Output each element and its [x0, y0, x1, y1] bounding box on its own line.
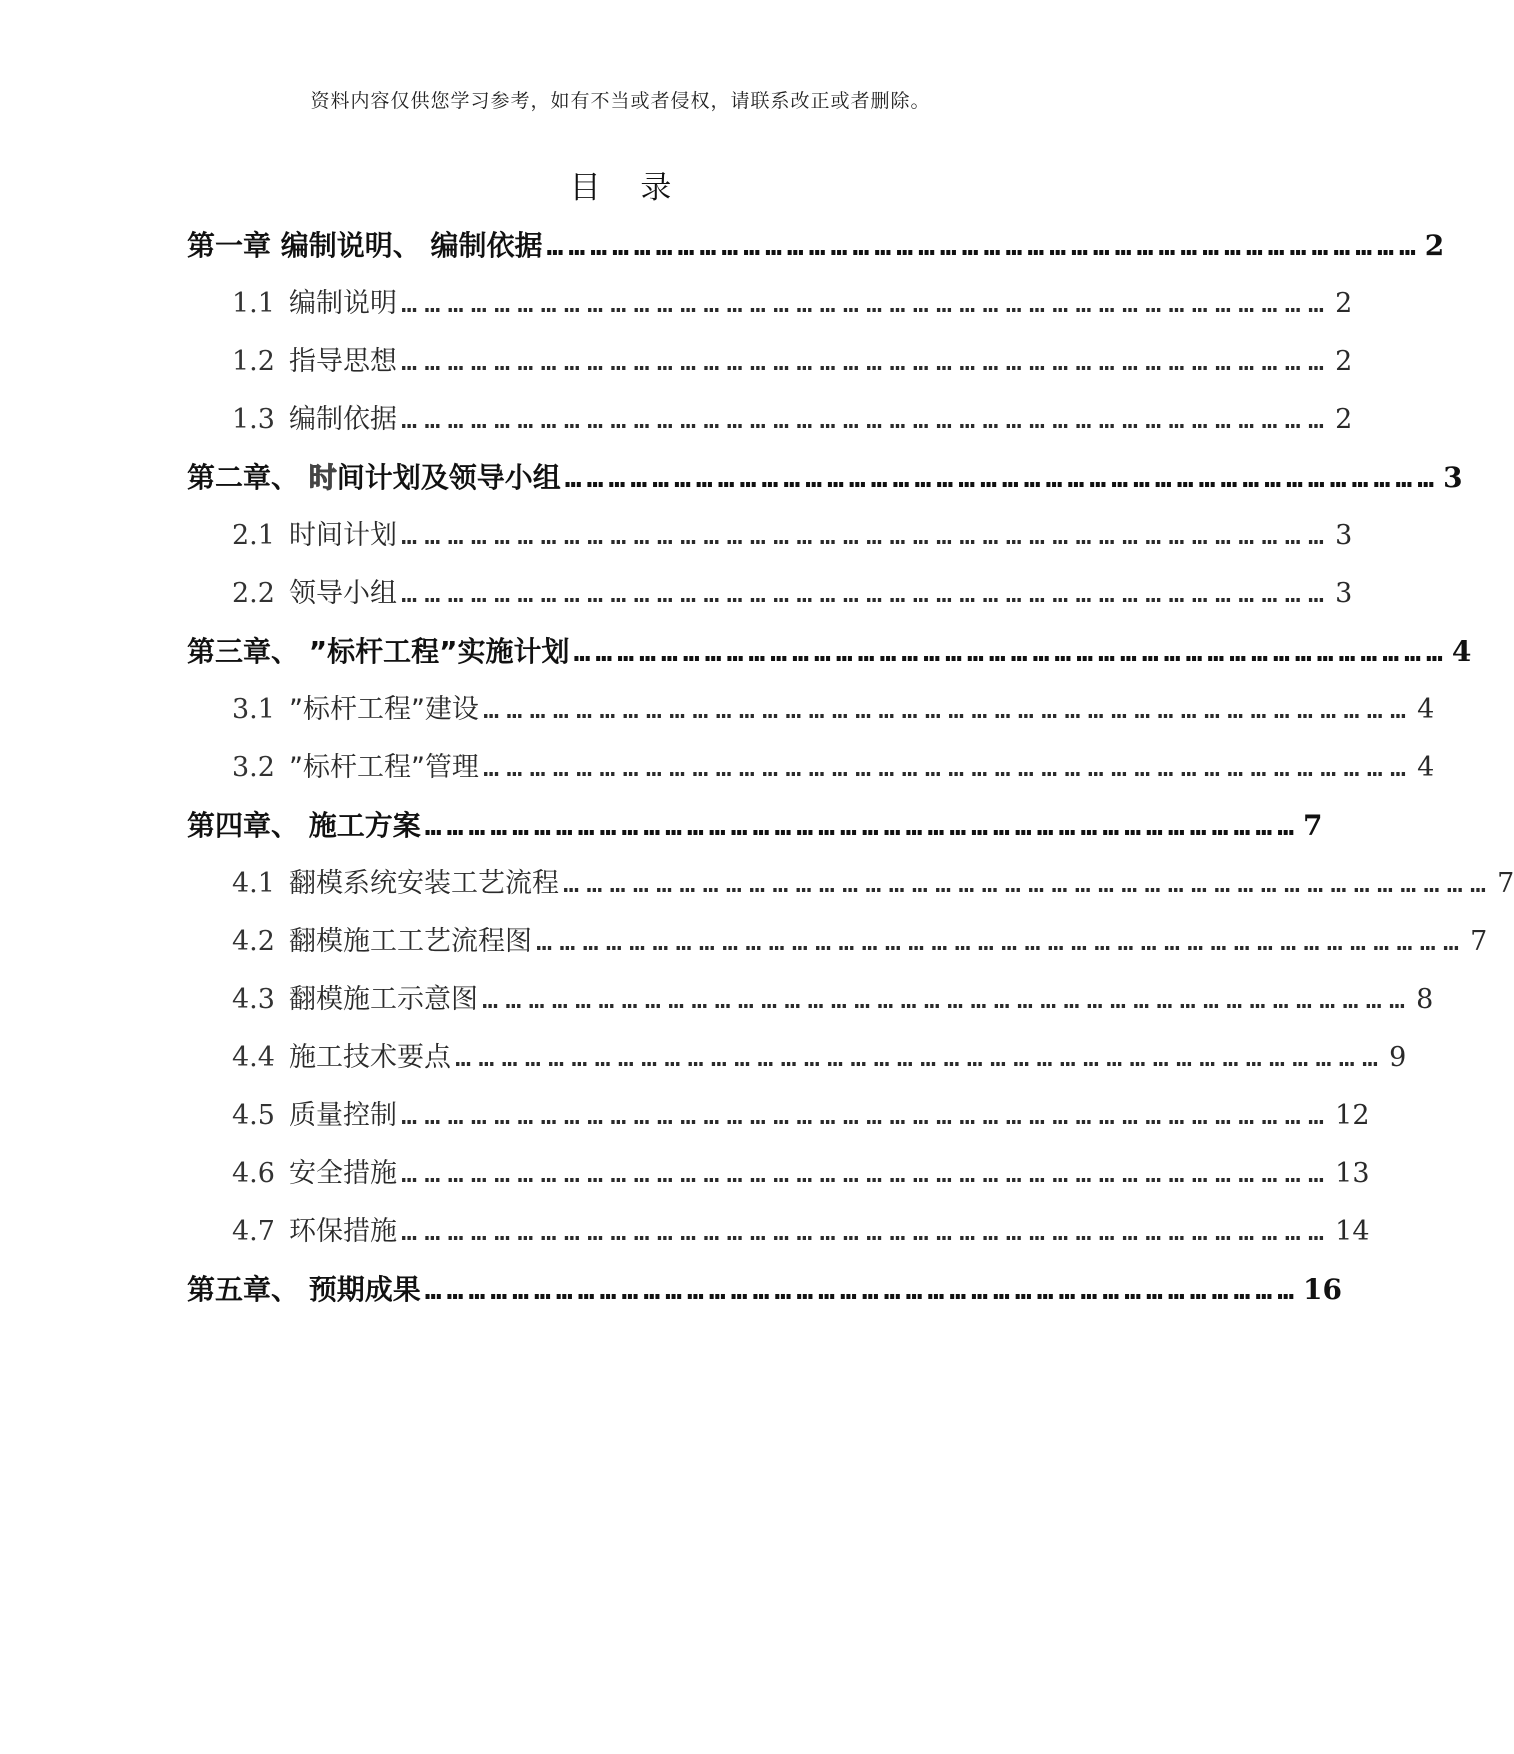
toc-entry-label: 第五章、 预期成果 [187, 1273, 421, 1306]
toc-entry-label: 质量控制 [288, 1100, 397, 1131]
toc-entry-section-4-3[interactable] [232, 980, 1434, 1020]
toc-page-number: 2 [1335, 346, 1353, 377]
toc-section-number: 4.4 [232, 1042, 275, 1073]
toc-entry-label: 编制说明 [288, 288, 397, 319]
toc-dot-leader: ………………………………………………………………………………………………………… [424, 809, 1300, 842]
toc-page-number: 4 [1417, 752, 1435, 783]
toc-section-number: 2.2 [232, 578, 275, 609]
toc-entry-chapter-4[interactable] [187, 806, 1323, 846]
toc-entry-label: 领导小组 [288, 578, 397, 609]
page-disclaimer: 资料内容仅供您学习参考，如有不当或者侵权，请联系改正或者删除。 [310, 90, 931, 112]
toc-entry-label: 翻模施工示意图 [288, 984, 478, 1015]
toc-section-number: 4.2 [232, 926, 275, 957]
toc-entry-section-3-2[interactable] [232, 748, 1435, 788]
toc-entry-label: 指导思想 [288, 346, 397, 377]
toc-entry-label: 安全措施 [288, 1158, 397, 1189]
toc-entry-label: 时间计划 [288, 520, 397, 551]
toc-entry-section-2-1[interactable] [232, 516, 1353, 556]
toc-section-number: 1.2 [232, 346, 275, 377]
toc-dot-leader: ………………………………………………………………………………………………………… [535, 926, 1467, 957]
toc-entry-label: 翻模系统安装工艺流程 [288, 868, 559, 899]
toc-page-number: 9 [1389, 1042, 1407, 1073]
toc-dot-leader: ………………………………………………………………………………………………………… [400, 1158, 1332, 1189]
toc-dot-leader: ………………………………………………………………………………………………………… [564, 461, 1440, 494]
toc-entry-section-1-1[interactable] [232, 284, 1353, 324]
toc-dot-leader: ………………………………………………………………………………………………………… [546, 229, 1421, 262]
toc-entry-chapter-2[interactable] [187, 458, 1463, 498]
toc-entry-chapter-5[interactable] [187, 1270, 1343, 1310]
toc-dot-leader: ………………………………………………………………………………………………………… [424, 1273, 1300, 1306]
toc-entry-section-4-4[interactable] [232, 1038, 1407, 1078]
toc-entry-chapter-1[interactable] [187, 226, 1445, 266]
toc-entry-label-prefix: 第二章、 [187, 461, 309, 494]
toc-dot-leader: ………………………………………………………………………………………………………… [573, 635, 1448, 668]
toc-entry-section-4-1[interactable] [232, 864, 1514, 904]
toc-dot-leader: ………………………………………………………………………………………………………… [400, 520, 1332, 551]
toc-page-number: 7 [1470, 926, 1488, 957]
toc-entry-label-suffix: 间计划及领导小组 [336, 461, 561, 494]
toc-page-number: 7 [1497, 868, 1514, 899]
toc-section-number: 2.1 [232, 520, 275, 551]
toc-entry-section-2-2[interactable] [232, 574, 1353, 614]
toc-page-number: 7 [1303, 809, 1323, 842]
toc-entry-label: 第四章、 施工方案 [187, 809, 421, 842]
toc-dot-leader: ………………………………………………………………………………………………………… [481, 984, 1413, 1015]
toc-page-number: 16 [1303, 1273, 1343, 1306]
toc-entry-label: 环保措施 [288, 1216, 397, 1247]
toc-entry-section-1-2[interactable] [232, 342, 1353, 382]
toc-dot-leader: ………………………………………………………………………………………………………… [400, 346, 1332, 377]
toc-dot-leader: ………………………………………………………………………………………………………… [400, 1100, 1332, 1131]
toc-section-number: 4.1 [232, 868, 275, 899]
toc-page-number: 14 [1335, 1216, 1370, 1247]
toc-dot-leader: ………………………………………………………………………………………………………… [400, 404, 1332, 435]
toc-page-number: 8 [1416, 984, 1434, 1015]
toc-entry-label: 编制依据 [288, 404, 397, 435]
toc-section-number: 4.7 [232, 1216, 275, 1247]
toc-entry-section-1-3[interactable] [232, 400, 1353, 440]
toc-page-number: 2 [1335, 404, 1353, 435]
toc-entry-section-4-5[interactable] [232, 1096, 1370, 1136]
toc-entry-section-4-2[interactable] [232, 922, 1488, 962]
toc-dot-leader: ………………………………………………………………………………………………………… [454, 1042, 1386, 1073]
toc-entry-label: ”标杆工程”管理 [288, 752, 479, 783]
toc-entry-chapter-3[interactable] [187, 632, 1472, 672]
toc-section-number: 4.5 [232, 1100, 275, 1131]
toc-dot-leader: ………………………………………………………………………………………………………… [482, 694, 1414, 725]
toc-entry-section-4-6[interactable] [232, 1154, 1370, 1194]
toc-entry-label: 翻模施工工艺流程图 [288, 926, 532, 957]
toc-page-number: 13 [1335, 1158, 1370, 1189]
toc-page-number: 4 [1451, 635, 1472, 668]
toc-section-number: 3.2 [232, 752, 275, 783]
toc-page-number: 12 [1335, 1100, 1370, 1131]
toc-entry-label: 第三章、 ”标杆工程”实施计划 [187, 635, 570, 668]
toc-dot-leader: ………………………………………………………………………………………………………… [482, 752, 1414, 783]
toc-section-number: 4.3 [232, 984, 275, 1015]
toc-section-number: 4.6 [232, 1158, 275, 1189]
toc-entry-label-outlined-char: 时 [308, 461, 337, 494]
toc-section-number: 1.3 [232, 404, 275, 435]
toc-dot-leader: ………………………………………………………………………………………………………… [400, 1216, 1332, 1247]
toc-page-number: 3 [1335, 520, 1353, 551]
toc-page-number: 2 [1335, 288, 1353, 319]
toc-entry-section-3-1[interactable] [232, 690, 1435, 730]
toc-page-number: 3 [1335, 578, 1353, 609]
toc-entry-label: ”标杆工程”建设 [288, 694, 479, 725]
toc-dot-leader: ………………………………………………………………………………………………………… [400, 578, 1332, 609]
toc-page-number: 2 [1424, 229, 1445, 262]
toc-entry-label: 施工技术要点 [288, 1042, 451, 1073]
toc-entry-section-4-7[interactable] [232, 1212, 1370, 1252]
toc-title: 目 录 [569, 170, 672, 206]
toc-page-number: 4 [1417, 694, 1435, 725]
toc-dot-leader: ………………………………………………………………………………………………………… [562, 868, 1494, 899]
toc-page-number: 3 [1443, 461, 1463, 494]
toc-section-number: 3.1 [232, 694, 275, 725]
toc-section-number: 1.1 [232, 288, 275, 319]
toc-entry-label: 第一章 编制说明、 编制依据 [187, 229, 543, 262]
toc-dot-leader: ………………………………………………………………………………………………………… [400, 288, 1332, 319]
